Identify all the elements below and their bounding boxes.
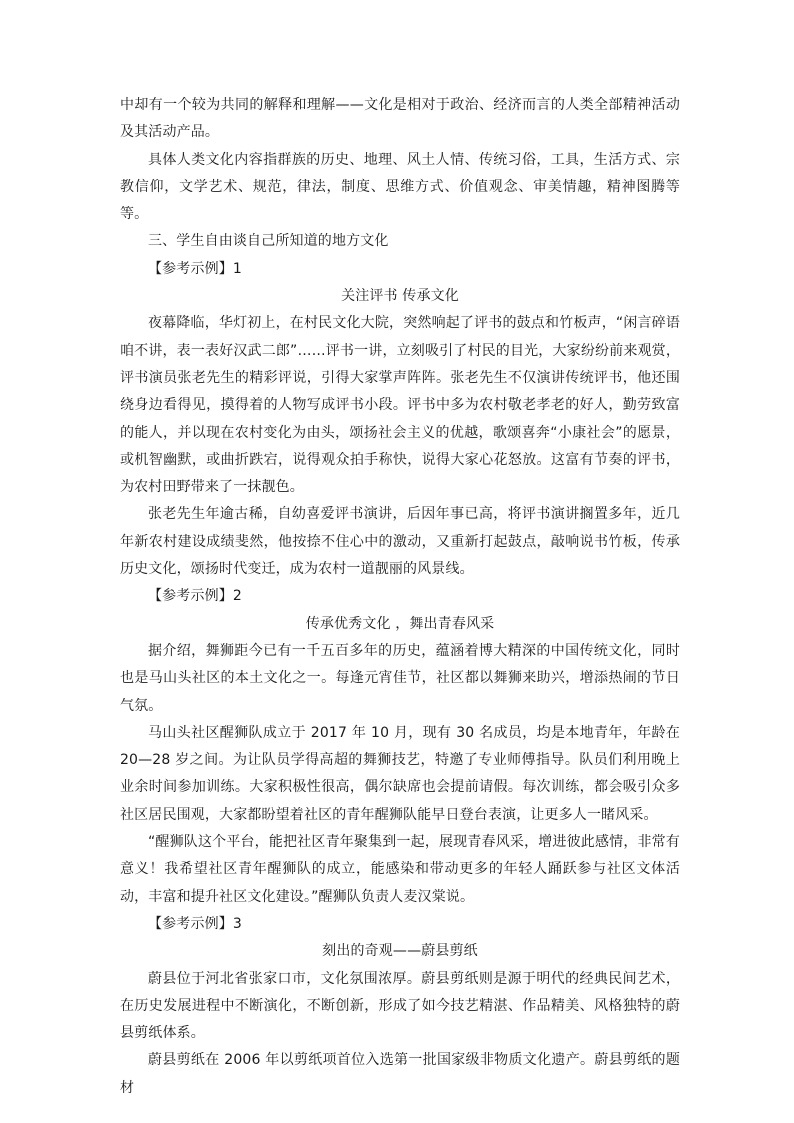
example-label-3: 【参考示例】3 [148, 915, 242, 932]
example-title-1: 关注评书 传承文化 [341, 288, 459, 305]
example-title-3: 刻出的奇观——蔚县剪纸 [322, 943, 478, 960]
paragraph-lion-dance-quote: “醒狮队这个平台，能把社区青年聚集到一起，展现青春风采，增进彼此感情，非常有意义！我希望社区青年醒狮队的成立，能感染和带动更多的年轻人踊跃参与社区文体活动，丰富和提升社区文化建设。”醒狮队负责人麦汉棠说。 [120, 834, 680, 905]
paragraph-storyteller: 张老先生年逾古稀，自幼喜爱评书演讲，后因年事已高，将评书演讲搁置多年，近几年新农村建设成绩斐然，他按捺不住心中的激动，又重新打起鼓点，敲响说书竹板，传承历史文化，颂扬时代变迁，成为农村一道靓丽的风景线。 [120, 506, 680, 578]
document-body [120, 92, 680, 1102]
paragraph-paper-cut-heritage: 蔚县剪纸在 2006 年以剪纸项首位入选第一批国家级非物质文化遗产。蔚县剪纸的题材 [120, 1052, 680, 1096]
paragraph-lion-dance-intro: 据介绍，舞狮距今已有一千五百多年的历史，蕴涵着博大精深的中国传统文化，同时也是马山头社区的本土文化之一。每逢元宵佳节，社区都以舞狮来助兴，增添热闹的节日气氛。 [120, 642, 680, 714]
paragraph-paper-cut-intro: 蔚县位于河北省张家口市，文化氛围浓厚。蔚县剪纸则是源于明代的经典民间艺术，在历史发展进程中不断演化，不断创新，形成了如今技艺精湛、作品精美、风格独特的蔚县剪纸体系。 [120, 970, 680, 1042]
paragraph-culture-content: 具体人类文化内容指群族的历史、地理、风土人情、传统习俗，工具，生活方式、宗教信仰，文学艺术、规范，律法，制度、思维方式、价值观念、审美情趣，精神图腾等等。 [120, 151, 680, 223]
paragraph-lion-dance-team: 马山头社区醒狮队成立于 2017 年 10 月，现有 30 名成员，均是本地青年，年龄在 20—28 岁之间。为让队员学得高超的舞狮技艺，特邀了专业师傅指导。队员们利用晚上业余时间参加训练。大家积极性很高，偶尔缺席也会提前请假。每次训练，都会吸引众多社区居民围观，大家都盼望着社区的青年醒狮队能早日登台表演，让更多人一睹风采。 [120, 724, 680, 823]
paragraph-storytelling: 夜幕降临，华灯初上，在村民文化大院，突然响起了评书的鼓点和竹板声，“闲言碎语咱不讲，表一表好汉武二郎”……评书一讲，立刻吸引了村民的目光，大家纷纷前来观赏，评书演员张老先生的精彩评说，引得大家掌声阵阵。张老先生不仅演讲传统评书，他还围绕身边看得见，摸得着的人物写成评书小段。评书中多为农村敬老孝老的好人，勤劳致富的能人，并以现在农村变化为由头，颂扬社会主义的优越，歌颂喜奔“小康社会”的愿景，或机智幽默，或曲折跌宕，说得观众拍手称快，说得大家心花怒放。这富有节奏的评书，为农村田野带来了一抹靓色。 [120, 315, 680, 496]
example-label-2: 【参考示例】2 [148, 588, 242, 605]
paragraph-culture-definition: 中却有一个较为共同的解释和理解——文化是相对于政治、经济而言的人类全部精神活动及其活动产品。 [120, 97, 680, 141]
section-heading-local-culture: 三、学生自由谈自己所知道的地方文化 [148, 233, 389, 250]
example-label-1: 【参考示例】1 [148, 260, 242, 277]
example-title-2: 传承优秀文化 ，舞出青春风采 [305, 615, 495, 632]
